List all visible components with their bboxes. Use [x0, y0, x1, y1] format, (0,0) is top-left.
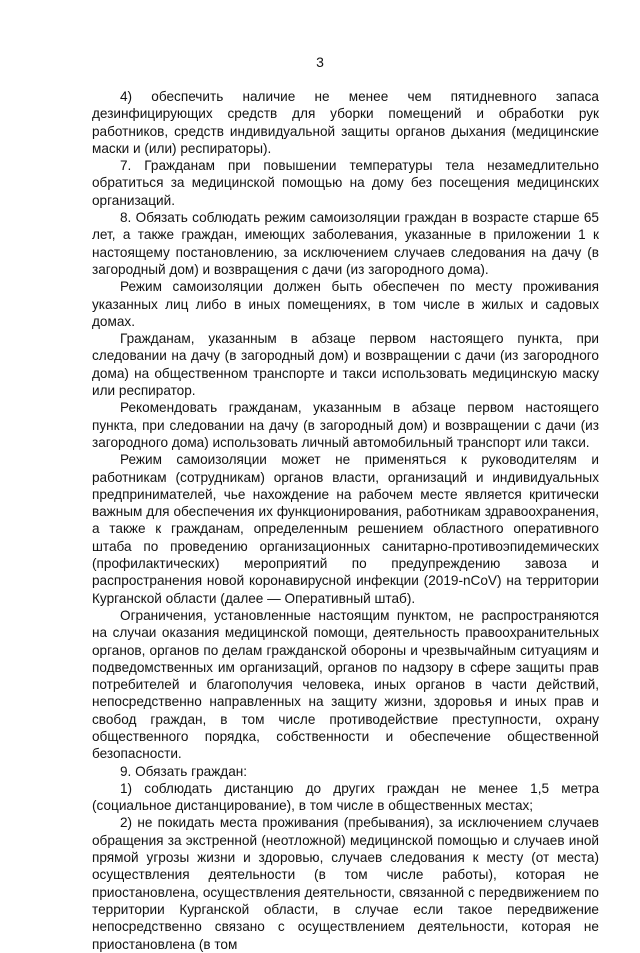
paragraph-item-1-distance: 1) соблюдать дистанцию до других граждан не менее 1,5 метра (социальное дистанцирование), в том числе в общественных местах; [92, 780, 599, 814]
paragraph-self-isolation-place: Режим самоизоляции должен быть обеспечен по месту проживания указанных лиц либо в иных помещениях, в том числе в жилых и садовых домах. [92, 279, 599, 329]
paragraph-item-2-stay-home: 2) не покидать места проживания (пребывания), за исключением случаев обращения за экстренной (неотложной) медицинской помощью и случаев иной прямой угрозы жизни и здоровью, случаев следования к месту (от места) осуществления деятельности (в том числе работы), которая не приостановлена, осуществления деятельности, связанной с передвижением по территории Курганской области, в случае если такое передвижение непосредственно связано с осуществлением деятельности, которая не приостановлена (в том [92, 815, 599, 952]
paragraph-restrictions-scope: Ограничения, установленные настоящим пунктом, не распространяются на случаи оказания медицинской помощи, деятельность правоохранительных органов, органов по делам гражданской обороны и чрезвычайным ситуациям и подведомственных им организаций, органов по надзору в сфере защиты прав потребителей и благополучия человека, иных органов в части действий, непосредственно направленных на защиту жизни, здоровья и иных прав и свобод граждан, в том числе противодействие преступности, охрану общественного порядка, собственности и обеспечение общественной безопасности. [92, 607, 599, 762]
paragraph-item-4-disinfectants: 4) обеспечить наличие не менее чем пятидневного запаса дезинфицирующих средств для уборки помещений и обработки рук работников, средств индивидуальной защиты органов дыхания (медицинские маски и (или) респираторы). [92, 89, 599, 156]
paragraph-point-9-heading: 9. Обязать граждан: [120, 763, 248, 779]
paragraph-public-transport-mask: Гражданам, указанным в абзаце первом настоящего пункта, при следовании на дачу (в загородный дом) и возвращении с дачи (из загородного дома) на общественном транспорте и такси использовать медицинскую маску или респиратор. [92, 331, 599, 399]
paragraph-exemptions: Режим самоизоляции может не применяться к руководителям и работникам (сотрудникам) органов власти, организаций и индивидуальных предпринимателей, чье нахождение на рабочем месте является критически важным для обеспечения их функционирования, работникам здравоохранения, а также к гражданам, определенным решением областного оперативного штаба по проведению организационных санитарно-противоэпидемических (профилактических) мероприятий по предупреждению завоза и распространения новой коронавирусной инфекции (2019-nCoV) на территории Курганской области (далее — Оперативный штаб). [92, 452, 599, 606]
page-number: 3 [316, 54, 324, 70]
paragraph-point-7-fever: 7. Гражданам при повышении температуры тела незамедлительно обратиться за медицинской помощью на дому без посещения медицинских организаций. [92, 158, 599, 208]
paragraph-point-8-self-isolation: 8. Обязать соблюдать режим самоизоляции граждан в возрасте старше 65 лет, а также граждан, имеющих заболевания, указанные в приложении 1 к настоящему постановлению, за исключением случаев следования на дачу (в загородный дом) и возвращения с дачи (из загородного дома). [92, 210, 599, 277]
paragraph-personal-transport: Рекомендовать гражданам, указанным в абзаце первом настоящего пункта, при следовании на дачу (в загородный дом) и возвращении с дачи (из загородного дома) использовать личный автомобильный транспорт или такси. [92, 400, 599, 450]
document-body [92, 88, 599, 953]
